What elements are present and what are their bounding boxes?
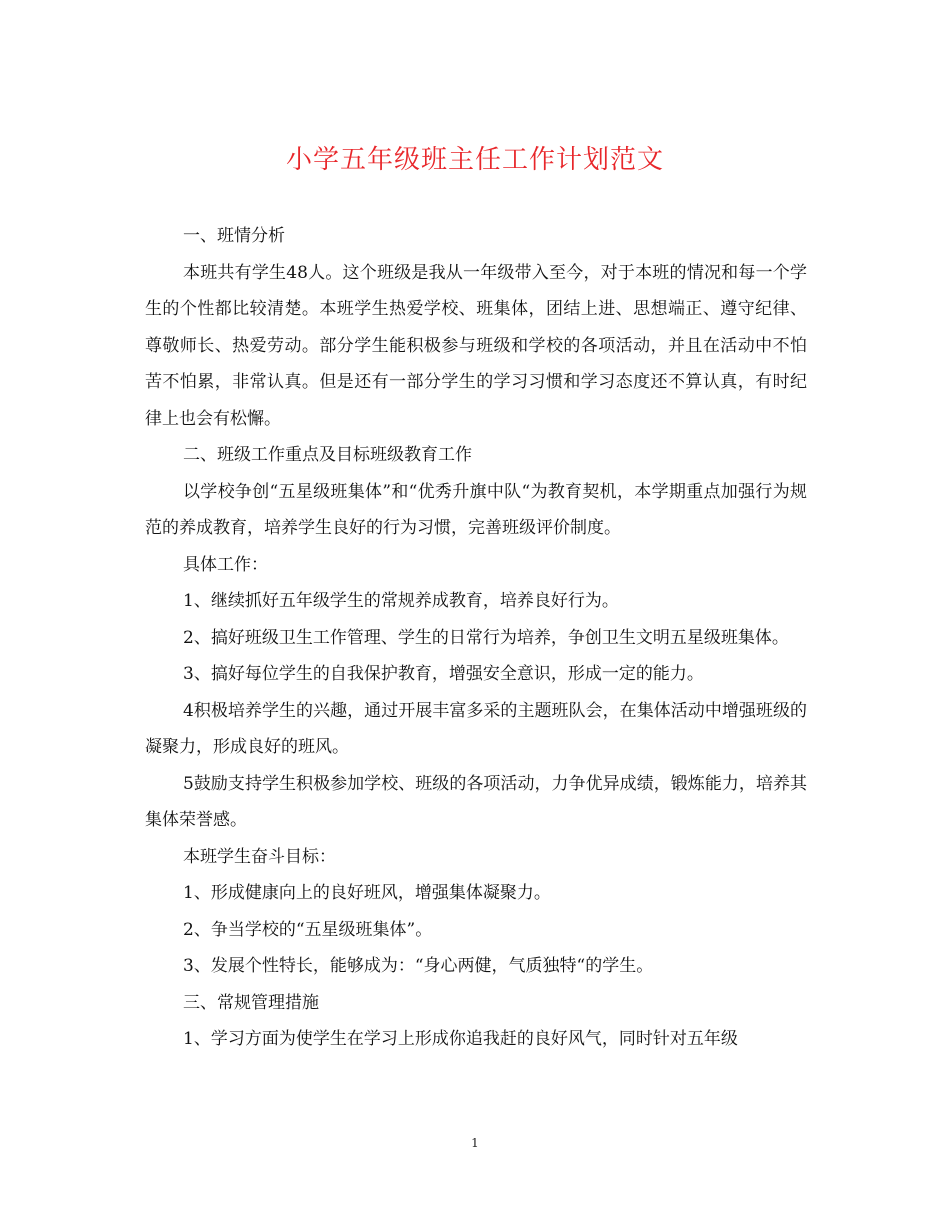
document-body bbox=[145, 218, 807, 1058]
page-number: 1 bbox=[471, 1136, 479, 1150]
list-item-work-2: 2、搞好班级卫生工作管理、学生的日常行为培养，争创卫生文明五星级班集体。 bbox=[183, 627, 789, 648]
list-item-work-5: 5鼓励支持学生积极参加学校、班级的各项活动，力争优异成绩，锻炼能力，培养其集体荣誉感。 bbox=[145, 773, 807, 830]
subheading-student-goals: 本班学生奋斗目标： bbox=[183, 846, 336, 867]
list-item-work-4: 4积极培养学生的兴趣，通过开展丰富多采的主题班队会，在集体活动中增强班级的凝聚力，形成良好的班风。 bbox=[145, 700, 807, 757]
subheading-specific-work: 具体工作： bbox=[183, 554, 268, 575]
list-item-goal-3: 3、发展个性特长，能够成为：“身心两健，气质独特“的学生。 bbox=[183, 956, 654, 976]
list-item-goal-1: 1、形成健康向上的良好班风，增强集体凝聚力。 bbox=[183, 883, 551, 903]
paragraph-work-focus: 以学校争创“五星级班集体”和“优秀升旗中队“为教育契机，本学期重点加强行为规范的养成教育，培养学生良好的行为习惯，完善班级评价制度。 bbox=[145, 481, 807, 538]
list-item-goal-2: 2、争当学校的“五星级班集体”。 bbox=[183, 919, 433, 940]
section-heading-class-analysis: 一、班情分析 bbox=[183, 226, 285, 246]
list-item-management-1: 1、学习方面为使学生在学习上形成你追我赶的良好风气，同时针对五年级 bbox=[183, 1029, 738, 1049]
section-heading-routine-management: 三、常规管理措施 bbox=[183, 992, 319, 1013]
section-heading-work-focus: 二、班级工作重点及目标班级教育工作 bbox=[183, 445, 472, 465]
list-item-work-1: 1、继续抓好五年级学生的常规养成教育，培养良好行为。 bbox=[183, 591, 619, 611]
list-item-work-3: 3、搞好每位学生的自我保护教育，增强安全意识，形成一定的能力。 bbox=[183, 664, 704, 684]
paragraph-class-analysis: 本班共有学生48人。这个班级是我从一年级带入至今，对于本班的情况和每一个学生的个性都比较清楚。本班学生热爱学校、班集体，团结上进、思想端正、遵守纪律、尊敬师长、热爱劳动。部分学生能积极参与班级和学校的各项活动，并且在活动中不怕苦不怕累，非常认真。但是还有一部分学生的学习习惯和学习态度还不算认真，有时纪律上也会有松懈。 bbox=[145, 262, 807, 429]
document-title: 小学五年级班主任工作计划范文 bbox=[285, 145, 664, 175]
